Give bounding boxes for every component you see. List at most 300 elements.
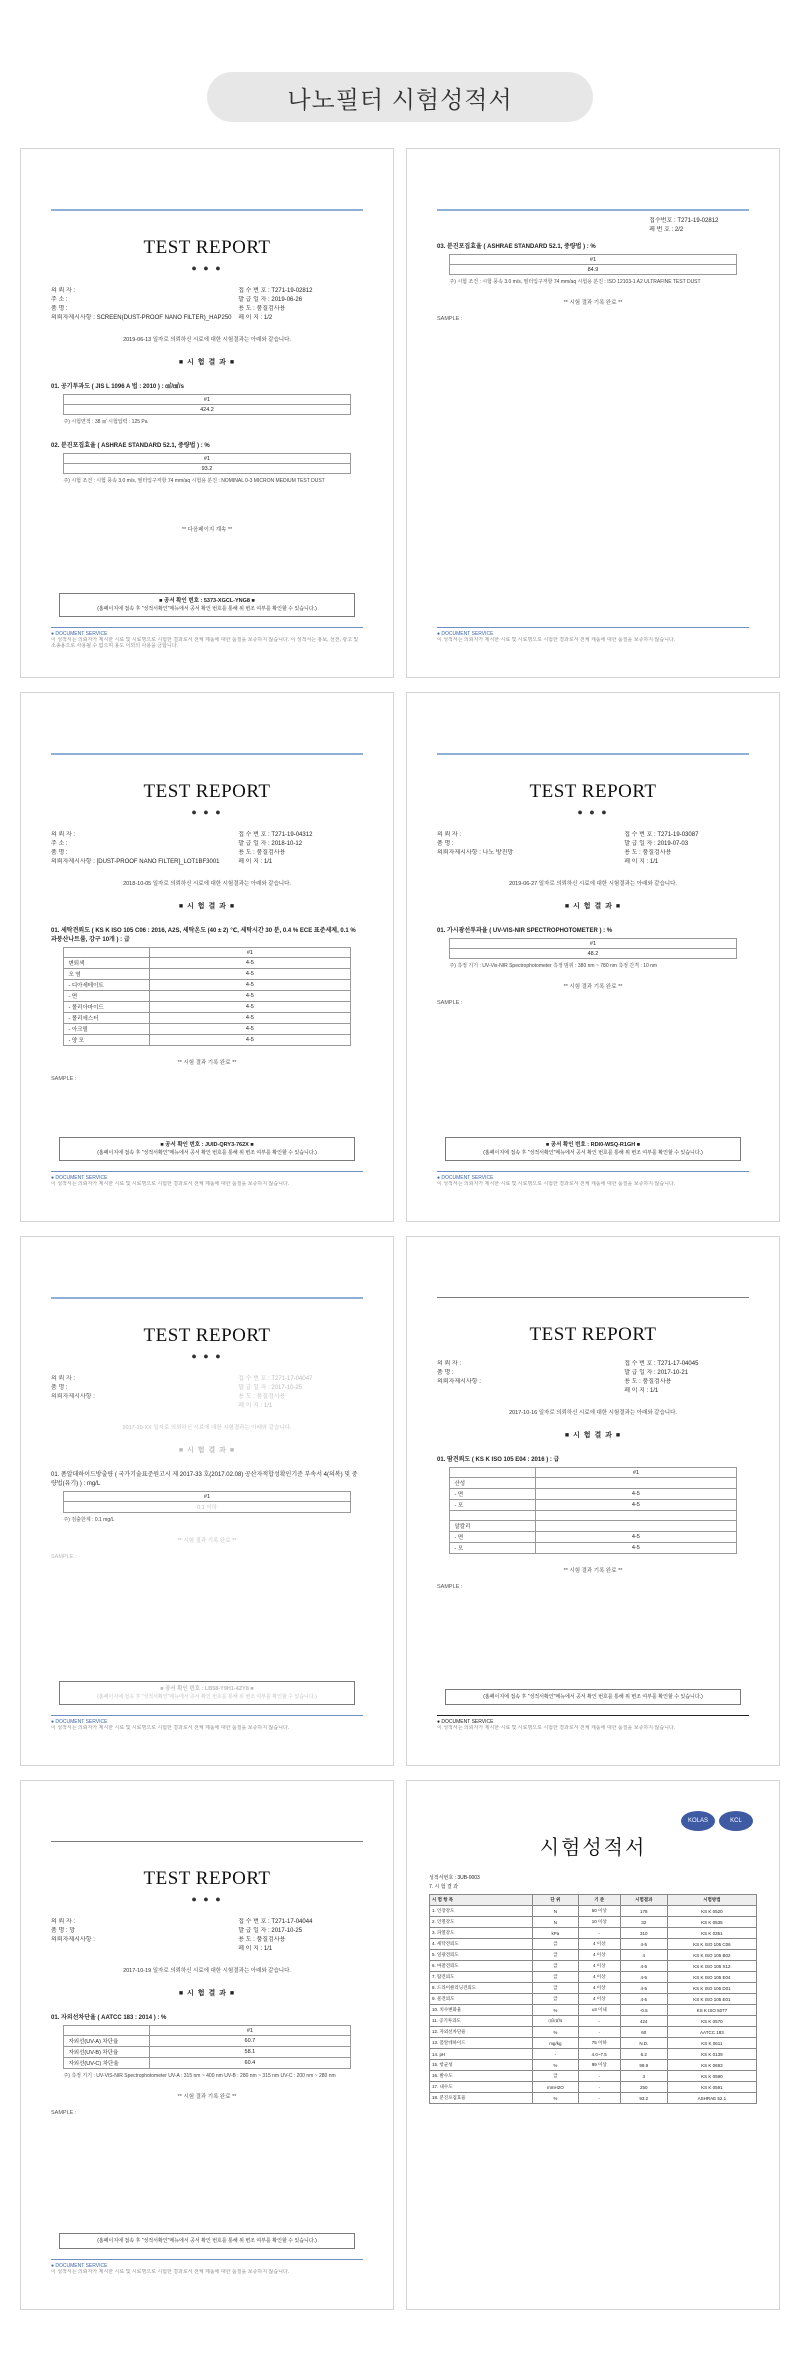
result-heading: ■ 시 험 결 과 ■ — [564, 1432, 622, 1439]
table-cell: 시 험 항 목 — [430, 1895, 533, 1906]
table-cell: 4 이상 — [578, 1994, 620, 2005]
table-cell: mg/kg — [533, 2038, 579, 2049]
table-cell: - — [578, 2093, 620, 2104]
report-meta — [51, 1375, 363, 1421]
report-meta — [51, 287, 363, 333]
intro-text: 2019-06-13 일자로 의뢰하신 시료에 대한 시험결과는 아래와 같습니다. — [123, 337, 291, 343]
meta-purpose: 용 도 : 품질검사용 — [624, 1379, 672, 1385]
table-cell: 7. 땀견뢰도 — [430, 1972, 533, 1983]
section-heading: 01. 땀견뢰도 ( KS K ISO 105 E04 : 2016 ) : 급 — [437, 1457, 560, 1463]
confirmation-number: ■ 공서 확인 번호 : RDI0-WSQ-R1GH ■ — [545, 1142, 641, 1148]
table-row — [430, 2060, 757, 2071]
table-cell: 3. 파열강도 — [430, 1928, 533, 1939]
table-row — [430, 1972, 757, 1983]
section-heading: 01. 폼알데하이드방출량 ( 국가기술표준원고시 제 2017-33 호(2017.02.08) 공산자적합성확인기준 부속서 4(의복) 및 중량법(유기) ) : mg/L — [51, 1472, 358, 1487]
report-card-2[interactable] — [406, 148, 780, 678]
table-cell: N — [533, 1917, 579, 1928]
table-cell: 4-5 — [620, 1972, 667, 1983]
table-row: - 면 4-5 — [64, 991, 350, 1002]
table-cell: 급 — [533, 1983, 579, 1994]
document-service-label: ● DOCUMENT SERVICE — [51, 631, 108, 637]
table-row — [430, 2016, 757, 2027]
table-cell: % — [533, 2027, 579, 2038]
table-cell: 4-5 — [620, 1983, 667, 1994]
meta-product: 품 명 : — [437, 1370, 454, 1376]
title-dots: ● ● ● — [191, 263, 223, 273]
meta-product: 품 명 : — [51, 1385, 68, 1391]
table-cell: - — [578, 1928, 620, 1939]
report-card-5[interactable] — [20, 1236, 394, 1766]
table-cell: 2. 인열강도 — [430, 1917, 533, 1928]
table-cell: 6. 마찰견뢰도 — [430, 1961, 533, 1972]
table-cell: ASHRAE 52.1 — [667, 2093, 756, 2104]
confirmation-box — [59, 1137, 355, 1161]
meta-issue-date: 발 급 일 자 : 2018-10-12 — [238, 841, 303, 847]
meta-page: 페 번 호 : 2/2 — [649, 227, 684, 233]
header-rule — [437, 1297, 749, 1298]
table-row — [450, 1511, 736, 1521]
disclaimer-text: 이 성적서는 의뢰자가 제시한 시료 및 시료명으로 시험한 결과로서 전체 제품에 대한 품질을 보증하지 않습니다. — [51, 1181, 290, 1187]
table-cell: 시험결과 — [620, 1895, 667, 1906]
result-table — [449, 254, 736, 275]
meta-client: 의 뢰 자 : — [51, 1919, 76, 1925]
meta-product: 품 명 : 망 — [51, 1928, 76, 1934]
document-service-label: ● DOCUMENT SERVICE — [51, 1719, 108, 1725]
section-heading: 01. 자외선차단율 ( AATCC 183 : 2014 ) : % — [51, 2015, 167, 2021]
table-cell: 16. 발수도 — [430, 2071, 533, 2082]
header-rule — [437, 753, 749, 755]
report-card-3[interactable] — [20, 692, 394, 1222]
table-row — [430, 1906, 757, 1917]
table-cell: - — [578, 2082, 620, 2093]
meta-address: 주 소 : — [51, 841, 68, 847]
table-cell: 급 — [533, 1994, 579, 2005]
disclaimer-text: 이 성적서는 의뢰자가 제시한 시료 및 시료명으로 시험한 결과로서 전체 제품에 대한 품질을 보증하지 않습니다. — [437, 1725, 676, 1731]
results-table — [429, 1894, 757, 2104]
test-note: 주) 검출한계 : 0.1 mg/L — [63, 1517, 115, 1523]
meta-address: 주 소 : — [51, 297, 68, 303]
table-cell: 424 — [620, 2016, 667, 2027]
end-marker: ** 다음페이지 계속 ** — [181, 527, 233, 533]
confirmation-box — [445, 1137, 741, 1161]
table-cell: 50 이상 — [578, 1906, 620, 1917]
test-note: 주) 측정 기기 : UV-VIS-NIR Spectrophotometer UV-A : 315 nm ~ 400 nm UV-B : 280 nm ~ 315 nm UV-C : 200 nm ~ 280 nm — [63, 2073, 336, 2079]
table-row — [430, 1939, 757, 1950]
result-heading: ■ 시 험 결 과 ■ — [178, 1447, 236, 1454]
meta-client: 의 뢰 자 : — [437, 1361, 462, 1367]
confirmation-note: (홈페이지에 접속 후 "성적서확인"메뉴에서 공서 확인 번호를 통해 위 변조 여부를 확인할 수 있습니다.) — [97, 606, 317, 612]
table-cell: 60 — [620, 2027, 667, 2038]
product-name: 나노 방진망 — [482, 850, 514, 856]
table-cell: KS K 0591 — [667, 2082, 756, 2093]
table-cell: AATCC 183 — [667, 2027, 756, 2038]
report-title: TEST REPORT — [143, 1868, 271, 1889]
table-cell: ㎤/㎠/s — [533, 2016, 579, 2027]
product-name: SCREEN(DUST-PROOF NANO FILTER)_HAP250 — [96, 315, 232, 321]
title-dots: ● ● ● — [191, 1351, 223, 1361]
table-cell: 18. 분진포집효율 — [430, 2093, 533, 2104]
table-cell: 기 준 — [578, 1895, 620, 1906]
table-cell: 3 — [620, 2071, 667, 2082]
header-rule — [51, 209, 363, 211]
table-row: - 양 모 4-5 — [64, 1035, 350, 1046]
meta-request: 의뢰자제시사항 : — [437, 1379, 481, 1385]
table-row: 알칼리 — [450, 1521, 736, 1532]
table-cell: - — [533, 2049, 579, 2060]
confirmation-note: (홈페이지에 접속 후 "성적서확인"메뉴에서 공서 확인 번호를 통해 위 변조 여부를 확인할 수 있습니다.) — [97, 2238, 317, 2244]
table-row — [430, 2027, 757, 2038]
table-cell: 급 — [533, 1939, 579, 1950]
meta-issue-date: 발 급 일 자 : 2019-07-03 — [624, 841, 689, 847]
table-cell: 8. 드라이클리닝견뢰도 — [430, 1983, 533, 1994]
meta-page: 페 이 지 : 1/1 — [624, 1388, 659, 1394]
intro-text: 2017-10-16 일자로 의뢰하신 시료에 대한 시험결과는 아래와 같습니다. — [509, 1410, 677, 1416]
meta-issue-date: 발 급 일 자 : 2017-10-21 — [624, 1370, 689, 1376]
table-cell: KS K ISO 105 E04 — [667, 1972, 756, 1983]
end-marker: ** 시험 결과 기록 완료 ** — [177, 1060, 237, 1066]
meta-request: 의뢰자제시사항 : SCREEN(DUST-PROOF NANO FILTER)_HAP250 — [51, 315, 232, 321]
meta-purpose: 용 도 : 품질검사용 — [238, 1394, 286, 1400]
meta-product: 품 명 : — [51, 306, 68, 312]
table-cell: % — [533, 2093, 579, 2104]
meta-client: 의 뢰 자 : — [437, 832, 462, 838]
confirmation-note: (홈페이지에 접속 후 "성적서확인"메뉴에서 공서 확인 번호를 통해 위 변조 여부를 확인할 수 있습니다.) — [97, 1150, 317, 1156]
report-card-1[interactable] — [20, 148, 394, 678]
table-cell: 단 위 — [533, 1895, 579, 1906]
meta-issue-date: 발 급 일 자 : 2017-10-25 — [238, 1385, 303, 1391]
confirmation-number: ■ 공서 확인 번호 : JUID-QRY3-762X ■ — [160, 1142, 254, 1148]
table-cell: KS K 0520 — [667, 1906, 756, 1917]
document-service-footer — [51, 627, 363, 655]
table-cell: 10. 치수변화율 — [430, 2005, 533, 2016]
table-cell: kPa — [533, 1928, 579, 1939]
table-cell: 6.2 — [620, 2049, 667, 2060]
table-header-row — [430, 1895, 757, 1906]
table-cell: KS K ISO 105 X12 — [667, 1961, 756, 1972]
table-row — [430, 1950, 757, 1961]
table-row: #1 — [64, 948, 350, 958]
end-marker: ** 시험 결과 기록 완료 ** — [563, 984, 623, 990]
sample-label: SAMPLE : — [51, 1554, 77, 1560]
table-cell: 4 이상 — [578, 1950, 620, 1961]
table-cell: KS K ISO 105 E01 — [667, 1994, 756, 2005]
table-cell: KS K ISO 105 C06 — [667, 1939, 756, 1950]
sample-label: SAMPLE : — [51, 1076, 77, 1082]
table-cell: 11. 공기투과도 — [430, 2016, 533, 2027]
table-cell: 310 — [620, 1928, 667, 1939]
sample-label: SAMPLE : — [437, 1000, 463, 1006]
table-row — [430, 1994, 757, 2005]
table-row: 오 염 4-5 — [64, 969, 350, 980]
meta-receipt-no: 접 수 번 호 : T271-19-04312 — [238, 832, 313, 838]
end-marker: ** 시험 결과 기록 완료 ** — [563, 1568, 623, 1574]
table-row — [430, 2082, 757, 2093]
table-cell: 4 이상 — [578, 1939, 620, 1950]
meta-purpose: 용 도 : 품질검사용 — [238, 306, 286, 312]
table-row: 자외선(UV-A) 차단율 60.7 — [64, 2036, 350, 2047]
confirmation-box — [445, 1689, 741, 1705]
table-cell: -0.5 — [620, 2005, 667, 2016]
table-value: 48.2 — [450, 949, 736, 959]
meta-receipt-no: 접 수 번 호 : T271-17-04047 — [238, 1376, 313, 1382]
meta-receipt-no: 접수번호 : T271-19-02812 — [649, 218, 719, 224]
report-title: TEST REPORT — [143, 237, 271, 258]
document-service-footer — [51, 2259, 363, 2287]
result-heading: ■ 시 험 결 과 ■ — [178, 1990, 236, 1997]
table-row: 자외선(UV-C) 차단율 60.4 — [64, 2058, 350, 2069]
table-cell: 13. 폼알데하이드 — [430, 2038, 533, 2049]
meta-receipt-no: 접 수 번 호 : T271-19-02812 — [238, 288, 313, 294]
report-card-6[interactable] — [406, 1236, 780, 1766]
table-cell: mmH2O — [533, 2082, 579, 2093]
test-note: 주) 시험면적 : 38 ㎠ 시험압력 : 125 Pa — [63, 419, 148, 425]
table-cell: KS K ISO 105 D01 — [667, 1983, 756, 1994]
table-row: - 모 4-5 — [450, 1500, 736, 1511]
table-cell: 12. 자외선차단율 — [430, 2027, 533, 2038]
document-service-footer — [437, 1715, 749, 1743]
test-note: 주) 시험 조건 : 시험 풍속 3.0 m/s, 필터입구저항 74 mm/aq 시험용 분진 : NOMINAL 0-3 MICRON MEDIUM TEST DUST — [63, 478, 325, 484]
table-value: 84.9 — [450, 265, 736, 275]
table-cell: - — [578, 2016, 620, 2027]
end-marker: ** 시험 결과 기록 완료 ** — [177, 2094, 237, 2100]
result-table — [63, 947, 350, 1046]
table-cell: KS K 0139 — [667, 2049, 756, 2060]
table-value: 93.2 — [64, 464, 350, 474]
meta-product: 품 명 : — [51, 850, 68, 856]
test-note: 주) 측정 기기 : UV-Vis-NIR Spectrophotometer 측정 범위 : 380 nm ~ 780 nm 측정 간격 : 10 nm — [449, 963, 658, 969]
meta-request: 의뢰자제시사항 : 나노 방진망 — [437, 850, 514, 856]
section-heading: 01. 세탁견뢰도 ( KS K ISO 105 C06 : 2016, A2S, 세탁온도 (40 ± 2) ℃, 세탁시간 30 분, 0.4 % ECE 표준세제, 0.1 % 과붕산나트륨, 강구 10개 ) : 급 — [51, 928, 356, 943]
report-title: 시험성적서 — [539, 1837, 647, 1859]
sample-label: SAMPLE : — [437, 1584, 463, 1590]
disclaimer-text: 이 성적서는 의뢰자가 제시한 시료 및 시료명으로 시험한 결과로서 전체 제품에 대한 품질을 보증하지 않습니다. — [51, 2269, 290, 2275]
report-card-4[interactable] — [406, 692, 780, 1222]
table-cell: 4-5 — [620, 1994, 667, 2005]
table-cell: N — [533, 1906, 579, 1917]
result-heading: ■ 시 험 결 과 ■ — [178, 359, 236, 366]
report-title: TEST REPORT — [143, 1325, 271, 1346]
meta-receipt-no: 접 수 번 호 : T271-17-04045 — [624, 1361, 699, 1367]
table-row: 자외선(UV-B) 차단율 58.1 — [64, 2047, 350, 2058]
section-heading: 02. 분진포집효율 ( ASHRAE STANDARD 52.1, 중량법 ) : % — [51, 443, 210, 449]
meta-purpose: 용 도 : 품질검사용 — [238, 1937, 286, 1943]
table-cell: 32 — [620, 1917, 667, 1928]
table-row: #1 — [450, 1468, 736, 1478]
meta-product: 품 명 : — [437, 841, 454, 847]
meta-client: 의 뢰 자 : — [51, 288, 76, 294]
table-row: - 면 4-5 — [450, 1532, 736, 1543]
section-heading: 7. 시 험 결 과 — [429, 1884, 459, 1890]
report-title: TEST REPORT — [529, 1324, 657, 1345]
table-cell: 5. 일광견뢰도 — [430, 1950, 533, 1961]
meta-request: 의뢰자제시사항 : — [51, 1937, 95, 1943]
meta-page: 페 이 지 : 1/2 — [238, 315, 273, 321]
table-row — [430, 1917, 757, 1928]
table-cell: 4-5 — [620, 1939, 667, 1950]
meta-receipt-no: 접 수 번 호 : T271-19-03087 — [624, 832, 699, 838]
intro-text: 2017-10-19 일자로 의뢰하신 시료에 대한 시험결과는 아래와 같습니다. — [123, 1968, 291, 1974]
table-cell: ±3 이내 — [578, 2005, 620, 2016]
intro-text: 2019-06-27 일자로 의뢰하신 시료에 대한 시험결과는 아래와 같습니다. — [509, 881, 677, 887]
result-table — [63, 394, 350, 415]
table-header: #1 — [450, 939, 736, 949]
meta-request: 의뢰자제시사항 : [DUST-PROOF NANO FILTER]_LOT1BF3001 — [51, 859, 220, 865]
table-cell: KS K 0570 — [667, 2016, 756, 2027]
meta-purpose: 용 도 : 품질검사용 — [624, 850, 672, 856]
title-dots: ● ● ● — [191, 807, 223, 817]
meta-page: 페 이 지 : 1/1 — [238, 1946, 273, 1952]
table-cell: KS K 0590 — [667, 2071, 756, 2082]
report-title: TEST REPORT — [529, 781, 657, 802]
table-header: #1 — [64, 1492, 350, 1502]
document-service-label: ● DOCUMENT SERVICE — [437, 631, 494, 637]
confirmation-box — [59, 593, 355, 617]
title-dots: ● ● ● — [577, 807, 609, 817]
table-cell: 시험방법 — [667, 1895, 756, 1906]
confirmation-box — [59, 2233, 355, 2249]
product-name: [DUST-PROOF NANO FILTER]_LOT1BF3001 — [96, 859, 220, 865]
header-rule — [51, 1841, 363, 1842]
table-cell: 10 이상 — [578, 1917, 620, 1928]
certificate-number: 성적서번호 : 3UB-0003 — [429, 1875, 480, 1881]
table-cell: 4. 세탁견뢰도 — [430, 1939, 533, 1950]
table-row — [430, 1961, 757, 1972]
report-meta — [437, 831, 749, 877]
table-cell: KS K ISO 105 B02 — [667, 1950, 756, 1961]
disclaimer-text: 이 성적서는 의뢰자가 제시한 시료 및 시료명으로 시험한 결과로서 전체 제품에 대한 품질을 보증하지 않습니다. — [437, 1181, 676, 1187]
report-meta — [51, 1918, 363, 1964]
table-cell: % — [533, 2060, 579, 2071]
table-row: #1 — [64, 2026, 350, 2036]
table-row — [430, 1983, 757, 1994]
sample-label: SAMPLE : — [51, 2110, 77, 2116]
section-heading: 01. 공기투과도 ( JIS L 1096 A 법 : 2010 ) : ㎤/㎠/s — [51, 384, 184, 390]
meta-page: 페 이 지 : 1/1 — [238, 1403, 273, 1409]
meta-issue-date: 발 급 일 자 : 2017-10-25 — [238, 1928, 303, 1934]
document-service-footer — [437, 1171, 749, 1199]
result-heading: ■ 시 험 결 과 ■ — [564, 903, 622, 910]
kolas-logo-icon: KOLAS — [681, 1811, 715, 1831]
certification-logos — [681, 1811, 753, 1831]
table-cell: 99 이상 — [578, 2060, 620, 2071]
table-cell: - — [578, 2027, 620, 2038]
table-row — [430, 2049, 757, 2060]
test-note: 주) 시험 조건 : 시험 풍속 3.0 m/s, 필터입구저항 74 mm/aq 시험용 분진 : ISO 12103-1 A2 ULTRAFINE TEST DUST — [449, 279, 701, 285]
disclaimer-text: 이 성적서는 의뢰자가 제시한 시료 및 시료명으로 시험한 결과로서 전체 제품에 대한 품질을 보증하지 않습니다. 이 성적서는 홍보, 선전, 광고 및 소송용으로 사용될 수 없으며 용도 이외의 사용을 금합니다. — [51, 637, 359, 649]
table-value: 0.1 이하 — [64, 1502, 350, 1513]
report-title: TEST REPORT — [143, 781, 271, 802]
sample-label: SAMPLE : — [437, 316, 463, 322]
table-cell: KS K ISO 5077 — [667, 2005, 756, 2016]
table-cell: 4 이상 — [578, 1972, 620, 1983]
result-table — [449, 1467, 736, 1554]
disclaimer-text: 이 성적서는 의뢰자가 제시한 시료 및 시료명으로 시험한 결과로서 전체 제품에 대한 품질을 보증하지 않습니다. — [437, 637, 676, 643]
document-service-footer — [51, 1171, 363, 1199]
table-cell: 4 이상 — [578, 1983, 620, 1994]
table-row — [430, 2038, 757, 2049]
title-dots: ● ● ● — [191, 1894, 223, 1904]
table-row: - 디아세테이트 4-5 — [64, 980, 350, 991]
table-cell: 14. pH — [430, 2049, 533, 2060]
table-cell: 9. 물견뢰도 — [430, 1994, 533, 2005]
table-cell: 급 — [533, 1961, 579, 1972]
report-card-8[interactable] — [406, 1780, 780, 2310]
confirmation-note: (홈페이지에 접속 후 "성적서확인"메뉴에서 공서 확인 번호를 통해 위 변조 여부를 확인할 수 있습니다.) — [97, 1694, 317, 1700]
meta-page: 페 이 지 : 1/1 — [238, 859, 273, 865]
table-header: #1 — [450, 255, 736, 265]
page-title: 나노필터 시험성적서 — [207, 72, 593, 122]
report-meta — [51, 831, 363, 877]
table-row — [430, 2093, 757, 2104]
table-row — [430, 2005, 757, 2016]
end-marker: ** 시험 결과 기록 완료 ** — [563, 300, 623, 306]
table-cell: 4-5 — [620, 1961, 667, 1972]
confirmation-box — [59, 1681, 355, 1705]
header-rule — [437, 209, 749, 211]
report-meta — [437, 217, 749, 237]
table-cell: % — [533, 2005, 579, 2016]
table-cell: KS K 0693 — [667, 2060, 756, 2071]
meta-client: 의 뢰 자 : — [51, 832, 76, 838]
table-row: - 면 4-5 — [450, 1489, 736, 1500]
result-table — [63, 453, 350, 474]
document-service-label: ● DOCUMENT SERVICE — [437, 1719, 494, 1725]
table-row: - 폴리아마이드 4-5 — [64, 1002, 350, 1013]
result-table — [63, 1491, 350, 1513]
header-rule — [51, 753, 363, 755]
table-row — [430, 2071, 757, 2082]
table-row: 변퇴색 4-5 — [64, 958, 350, 969]
table-row: 산성 — [450, 1478, 736, 1489]
table-cell: 1. 인장강도 — [430, 1906, 533, 1917]
meta-receipt-no: 접 수 번 호 : T271-17-04044 — [238, 1919, 313, 1925]
table-cell: 급 — [533, 1950, 579, 1961]
meta-request: 의뢰자제시사항 : — [51, 1394, 95, 1400]
table-cell: 급 — [533, 1972, 579, 1983]
intro-text: 2017-10-XX 일자로 의뢰하신 시료에 대한 시험결과는 아래와 같습니다. — [122, 1425, 292, 1431]
table-cell: - — [578, 2071, 620, 2082]
report-card-7[interactable] — [20, 1780, 394, 2310]
document-service-footer — [51, 1715, 363, 1743]
result-table — [449, 938, 736, 959]
table-cell: 4.0~7.5 — [578, 2049, 620, 2060]
meta-purpose: 용 도 : 품질검사용 — [238, 850, 286, 856]
table-cell: 급 — [533, 2071, 579, 2082]
table-cell: 75 이하 — [578, 2038, 620, 2049]
table-cell: N.D. — [620, 2038, 667, 2049]
document-service-label: ● DOCUMENT SERVICE — [437, 1175, 494, 1181]
intro-text: 2018-10-05 일자로 의뢰하신 시료에 대한 시험결과는 아래와 같습니다. — [123, 881, 291, 887]
header-rule — [51, 1297, 363, 1299]
section-heading: 01. 가시광선투과율 ( UV-VIS-NIR SPECTROPHOTOMETER ) : % — [437, 928, 613, 934]
table-row: - 폴리에스터 4-5 — [64, 1013, 350, 1024]
confirmation-number: ■ 공서 확인 번호 : LB58-Y9H1-4ZY8 ■ — [160, 1686, 254, 1692]
document-service-footer — [437, 627, 749, 655]
table-cell: 17. 내수도 — [430, 2082, 533, 2093]
meta-page: 페 이 지 : 1/1 — [624, 859, 659, 865]
table-cell: 4 이상 — [578, 1961, 620, 1972]
table-row: - 아크릴 4-5 — [64, 1024, 350, 1035]
table-cell: KS K 0535 — [667, 1917, 756, 1928]
document-service-label: ● DOCUMENT SERVICE — [51, 1175, 108, 1181]
report-meta — [437, 1360, 749, 1406]
table-cell: 250 — [620, 2082, 667, 2093]
document-service-label: ● DOCUMENT SERVICE — [51, 2263, 108, 2269]
table-cell: 99.9 — [620, 2060, 667, 2071]
confirmation-note: (홈페이지에 접속 후 "성적서확인"메뉴에서 공서 확인 번호를 통해 위 변조 여부를 확인할 수 있습니다.) — [483, 1694, 703, 1700]
confirmation-note: (홈페이지에 접속 후 "성적서확인"메뉴에서 공서 확인 번호를 통해 위 변조 여부를 확인할 수 있습니다.) — [483, 1150, 703, 1156]
section-heading: 03. 분진포집효율 ( ASHRAE STANDARD 52.1, 중량법 ) : % — [437, 244, 596, 250]
